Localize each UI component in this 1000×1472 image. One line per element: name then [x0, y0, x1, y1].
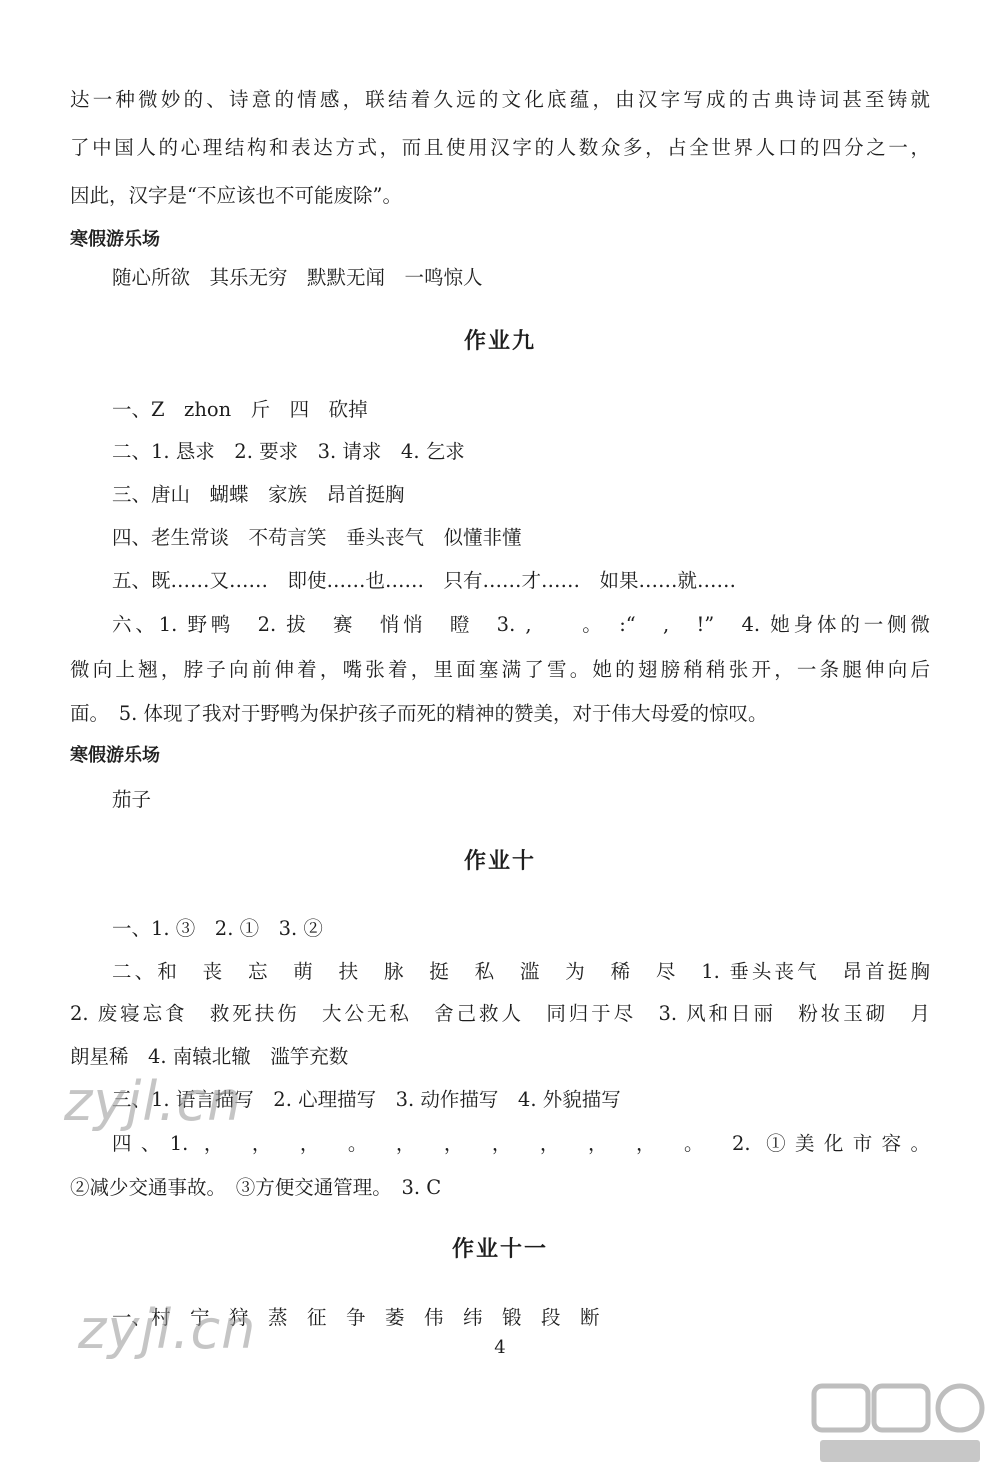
hw10-line-4: 朗星稀 4. 南辕北辙 滥竽充数 — [70, 1045, 349, 1068]
hw9-line-4: 四、老生常谈 不苟言笑 垂头丧气 似懂非懂 — [112, 526, 522, 549]
hw9-line-1: 一、Z zhon 斤 四 砍掉 — [112, 398, 368, 421]
hw10-line-7: ②减少交通事故。 ③方便交通管理。 3. C — [70, 1176, 442, 1199]
game-answer: 茄子 — [112, 788, 152, 811]
page-number: 4 — [494, 1337, 506, 1358]
hw9-line-8: 面。 5. 体现了我对于野鸭为保护孩子而死的精神的赞美，对于伟大母爱的惊叹。 — [70, 702, 768, 725]
watermark-logo — [810, 1380, 990, 1468]
watermark-text: zyjl.cn — [78, 1298, 257, 1361]
watermark-text: zyjl.cn — [64, 1070, 243, 1133]
hw9-line-6: 六、1. 野鸭 2. 拔 赛 悄悄 瞪 3. , 。 :“ , !” 4. 她身体的一侧微 — [112, 613, 930, 636]
intro-line-2: 了中国人的心理结构和表达方式，而且使用汉字的人数众多，占全世界人口的四分之一， — [70, 136, 930, 159]
hw10-line-3: 2. 废寝忘食 救死扶伤 大公无私 舍己救人 同归于尽 3. 风和日丽 粉妆玉砌 月 — [70, 1002, 930, 1025]
hw11-line-1: 一、村 宁 狩 蒸 征 争 萎 伟 纬 锻 段 断 — [112, 1306, 600, 1329]
hw10-line-6: 四、1. ， ， ， 。 ， ， ， ， ， ， 。 2. ①美化市容。 — [112, 1132, 930, 1155]
hw10-line-2: 二、和 丧 忘 萌 扶 脉 挺 私 滥 为 稀 尽 1. 垂头丧气 昂首挺胸 — [112, 960, 930, 983]
intro-line-1: 达一种微妙的、诗意的情感，联结着久远的文化底蕴，由汉字写成的古典诗词甚至铸就 — [70, 88, 930, 111]
hw11-title: 作业十一 — [451, 1237, 548, 1262]
hw10-line-1: 一、1. ③ 2. ① 3. ② — [112, 917, 323, 940]
hw9-line-2: 二、1. 恳求 2. 要求 3. 请求 4. 乞求 — [112, 440, 465, 463]
hw9-title: 作业九 — [463, 329, 536, 354]
section-label: 寒假游乐场 — [70, 745, 160, 766]
hw10-title: 作业十 — [463, 849, 536, 874]
section-label: 寒假游乐场 — [70, 229, 160, 250]
hw9-line-3: 三、唐山 蝴蝶 家族 昂首挺胸 — [112, 483, 405, 506]
hw10-line-5: 三、1. 语言描写 2. 心理描写 3. 动作描写 4. 外貌描写 — [112, 1088, 621, 1111]
hw9-line-7: 微向上翘，脖子向前伸着，嘴张着，里面塞满了雪。她的翅膀稍稍张开，一条腿伸向后 — [70, 658, 930, 681]
intro-line-3: 因此，汉字是“不应该也不可能废除”。 — [70, 184, 402, 207]
hw9-line-5: 五、既……又…… 即使……也…… 只有……才…… 如果……就…… — [112, 569, 737, 592]
game-answer: 随心所欲 其乐无穷 默默无闻 一鸣惊人 — [112, 266, 483, 289]
